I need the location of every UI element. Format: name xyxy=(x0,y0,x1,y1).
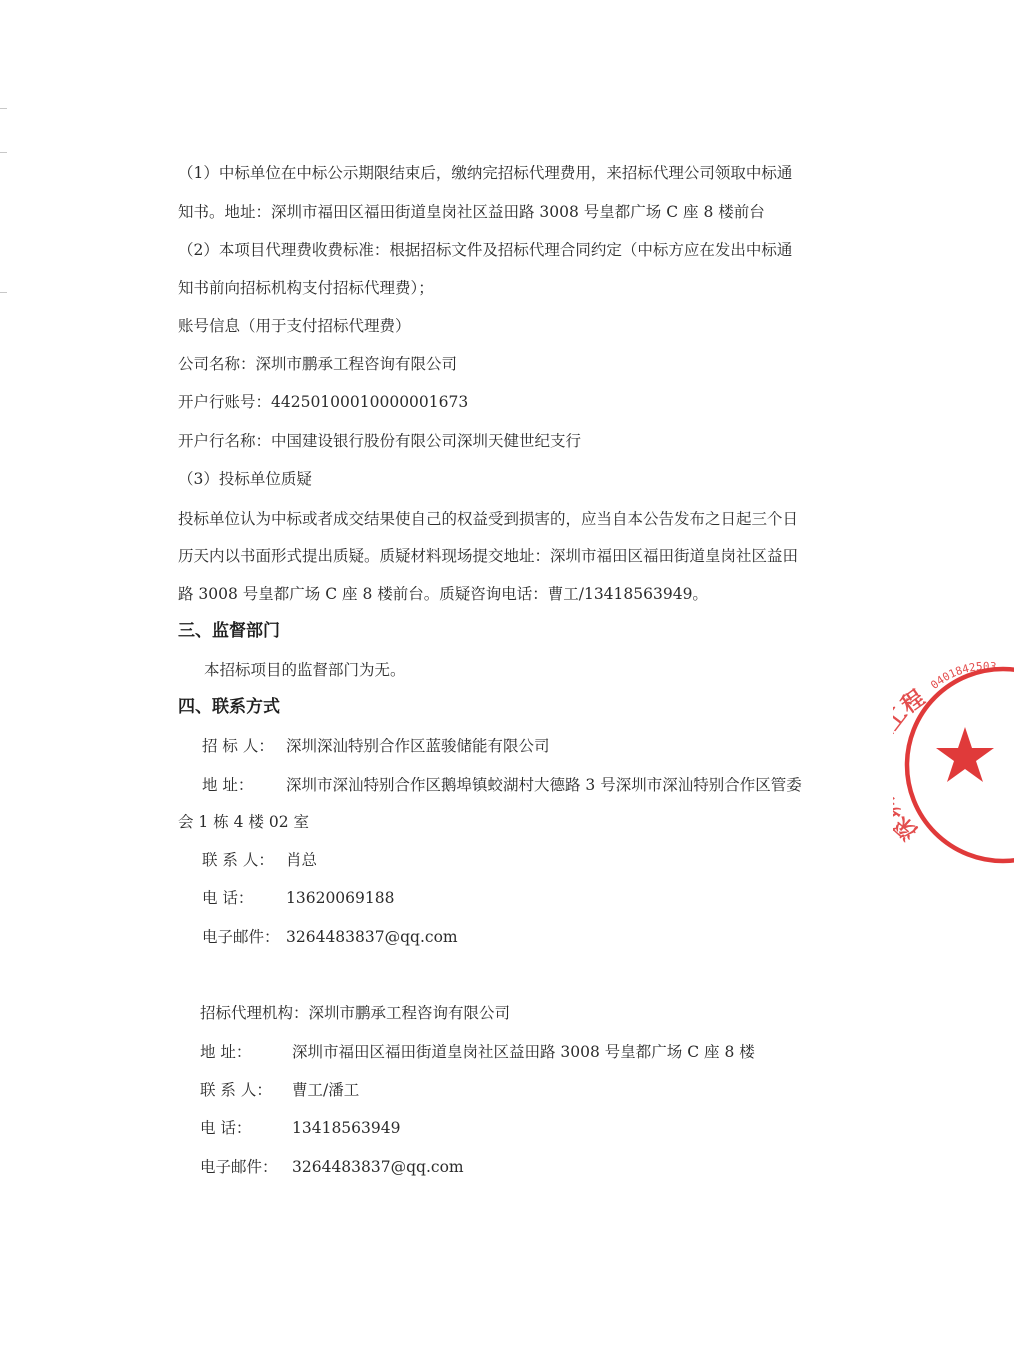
note-2-line-1: （2）本项目代理费收费标准：根据招标文件及招标代理合同约定（中标方应在发出中标通 xyxy=(178,241,793,259)
tenderer-email-label: 电子邮件： xyxy=(202,928,280,946)
agency-phone: 13418563949 xyxy=(292,1119,401,1137)
account-number: 开户行账号：44250100010000001673 xyxy=(178,393,469,411)
tenderer-phone-row xyxy=(202,888,394,908)
tenderer-contact-row xyxy=(202,850,317,870)
agency-address-row xyxy=(200,1042,755,1062)
note-1-line-1: （1）中标单位在中标公示期限结束后，缴纳完招标代理费用，来招标代理公司领取中标通 xyxy=(178,164,793,182)
account-company: 公司名称：深圳市鹏承工程咨询有限公司 xyxy=(178,355,458,373)
tenderer-phone: 13620069188 xyxy=(286,889,395,907)
scan-edge-mark xyxy=(0,108,7,109)
tenderer-contact: 肖总 xyxy=(286,851,318,869)
agency-email-label: 电子邮件： xyxy=(200,1158,278,1176)
agency-address: 深圳市福田区福田街道皇岗社区益田路 3008 号皇都广场 C 座 8 楼 xyxy=(292,1043,755,1061)
section-4-heading: 四、联系方式 xyxy=(178,697,280,717)
tenderer-email-row xyxy=(202,927,458,947)
section-3-heading: 三、监督部门 xyxy=(178,621,280,641)
account-title: 账号信息（用于支付招标代理费） xyxy=(178,317,411,335)
agency-name: 深圳市鹏承工程咨询有限公司 xyxy=(308,1004,511,1022)
svg-text:0401842503 xyxy=(928,660,997,692)
note-2-line-2: 知书前向招标机构支付招标代理费）； xyxy=(178,279,434,297)
account-bank: 开户行名称：中国建设银行股份有限公司深圳天健世纪支行 xyxy=(178,432,582,450)
tenderer-name-row xyxy=(202,736,550,756)
tenderer-contact-label: 联 系 人： xyxy=(202,851,274,869)
company-seal xyxy=(893,655,1014,865)
agency-phone-label: 电 话： xyxy=(200,1119,252,1137)
section-3-text: 本招标项目的监督部门为无。 xyxy=(204,661,406,679)
agency-email-row xyxy=(200,1157,464,1177)
agency-phone-row xyxy=(200,1118,400,1138)
company-seal-graphic xyxy=(893,655,1014,865)
note-3-title: （3）投标单位质疑 xyxy=(178,470,312,488)
agency-name-row xyxy=(200,1003,510,1023)
note-3-line-3: 路 3008 号皇都广场 C 座 8 楼前台。质疑咨询电话：曹工/13418563949。 xyxy=(178,585,708,603)
agency-name-label: 招标代理机构： xyxy=(200,1004,309,1022)
agency-address-label: 地 址： xyxy=(200,1043,252,1061)
agency-contact-label: 联 系 人： xyxy=(200,1081,272,1099)
tenderer-name: 深圳深汕特别合作区蓝骏储能有限公司 xyxy=(286,737,550,755)
tenderer-name-label: 招 标 人： xyxy=(202,737,274,755)
tenderer-phone-label: 电 话： xyxy=(202,889,254,907)
scan-edge-mark xyxy=(0,292,7,293)
seal-arc-text: 程 xyxy=(897,685,930,719)
tenderer-address-line-2: 会 1 栋 4 楼 02 室 xyxy=(178,813,310,831)
agency-email: 3264483837@qq.com xyxy=(292,1158,464,1176)
scan-edge-mark xyxy=(0,152,7,153)
agency-contact: 曹工/潘工 xyxy=(292,1081,360,1099)
note-3-line-2: 历天内以书面形式提出质疑。质疑材料现场提交地址：深圳市福田区福田街道皇岗社区益田 xyxy=(178,547,799,565)
note-1-line-2: 知书。地址：深圳市福田区福田街道皇岗社区益田路 3008 号皇都广场 C 座 8 楼前台 xyxy=(178,203,765,221)
tenderer-email: 3264483837@qq.com xyxy=(286,928,458,946)
seal-number: 0401842503 xyxy=(928,659,997,692)
tenderer-address-line-1: 深圳市深汕特别合作区鹅埠镇蛟湖村大德路 3 号深圳市深汕特别合作区管委 xyxy=(286,776,802,794)
tenderer-address-label: 地 址： xyxy=(202,776,254,794)
note-3-line-1: 投标单位认为中标或者成交结果使自己的权益受到损害的，应当自本公告发布之日起三个日 xyxy=(178,510,799,528)
seal-star-icon xyxy=(936,727,994,782)
tenderer-address-row xyxy=(202,775,802,795)
agency-contact-row xyxy=(200,1080,359,1100)
